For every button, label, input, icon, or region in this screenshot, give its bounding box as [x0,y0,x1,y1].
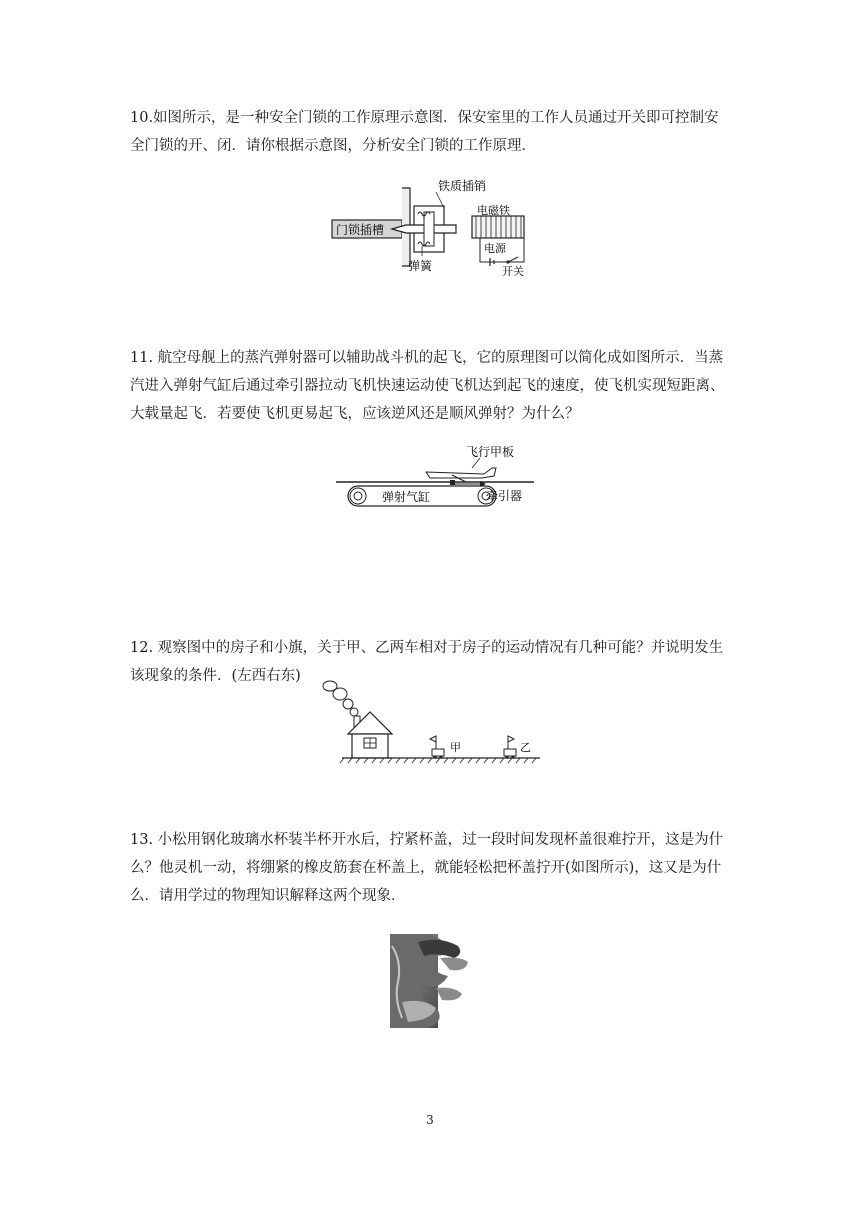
label-deck: 飞行甲板 [466,445,515,459]
question-12-text: 12. 观察图中的房子和小旗，关于甲、乙两车相对于房子的运动情况有几种可能？并说明发生该现象的条件．(左西右东) [130,640,724,684]
hand-cup-photo [388,932,472,1030]
label-power: 电源 [484,242,506,255]
catapult-diagram [334,444,534,516]
label-bolt: 铁质插销 [438,179,487,193]
label-car-b: 乙 [520,741,531,754]
door-lock-diagram [330,178,530,278]
label-magnet: 电磁铁 [477,204,510,217]
page-number: 3 [426,1113,434,1127]
question-11-text: 11. 航空母舰上的蒸汽弹射器可以辅助战斗机的起飞，它的原理图可以简化成如图所示．当蒸汽进入弹射气缸后通过牵引器拉动飞机快速运动使飞机达到起飞的速度，使飞机实现短距离、大载量起飞．若要使飞机更易起飞，应该逆风还是顺风弹射？为什么？ [130,350,725,422]
label-switch: 开关 [502,265,524,278]
label-spring: 弹簧 [408,259,433,273]
house-flag-diagram [318,678,544,770]
label-slot: 门锁插槽 [336,223,385,237]
label-tractor: 牵引器 [486,489,523,503]
question-10-text: 10.如图所示，是一种安全门锁的工作原理示意图．保安室里的工作人员通过开关即可控制安全门锁的开、闭．请你根据示意图，分析安全门锁的工作原理． [130,110,719,154]
label-car-a: 甲 [450,741,461,754]
label-cylinder: 弹射气缸 [382,490,431,504]
question-13-text: 13. 小松用钢化玻璃水杯装半杯开水后，拧紧杯盖，过一段时间发现杯盖很难拧开，这是为什么？他灵机一动，将绷紧的橡皮筋套在杯盖上，就能轻松把杯盖拧开(如图所示)，这又是为什么．请用学过的物理知识解释这两个现象． [130,832,724,904]
